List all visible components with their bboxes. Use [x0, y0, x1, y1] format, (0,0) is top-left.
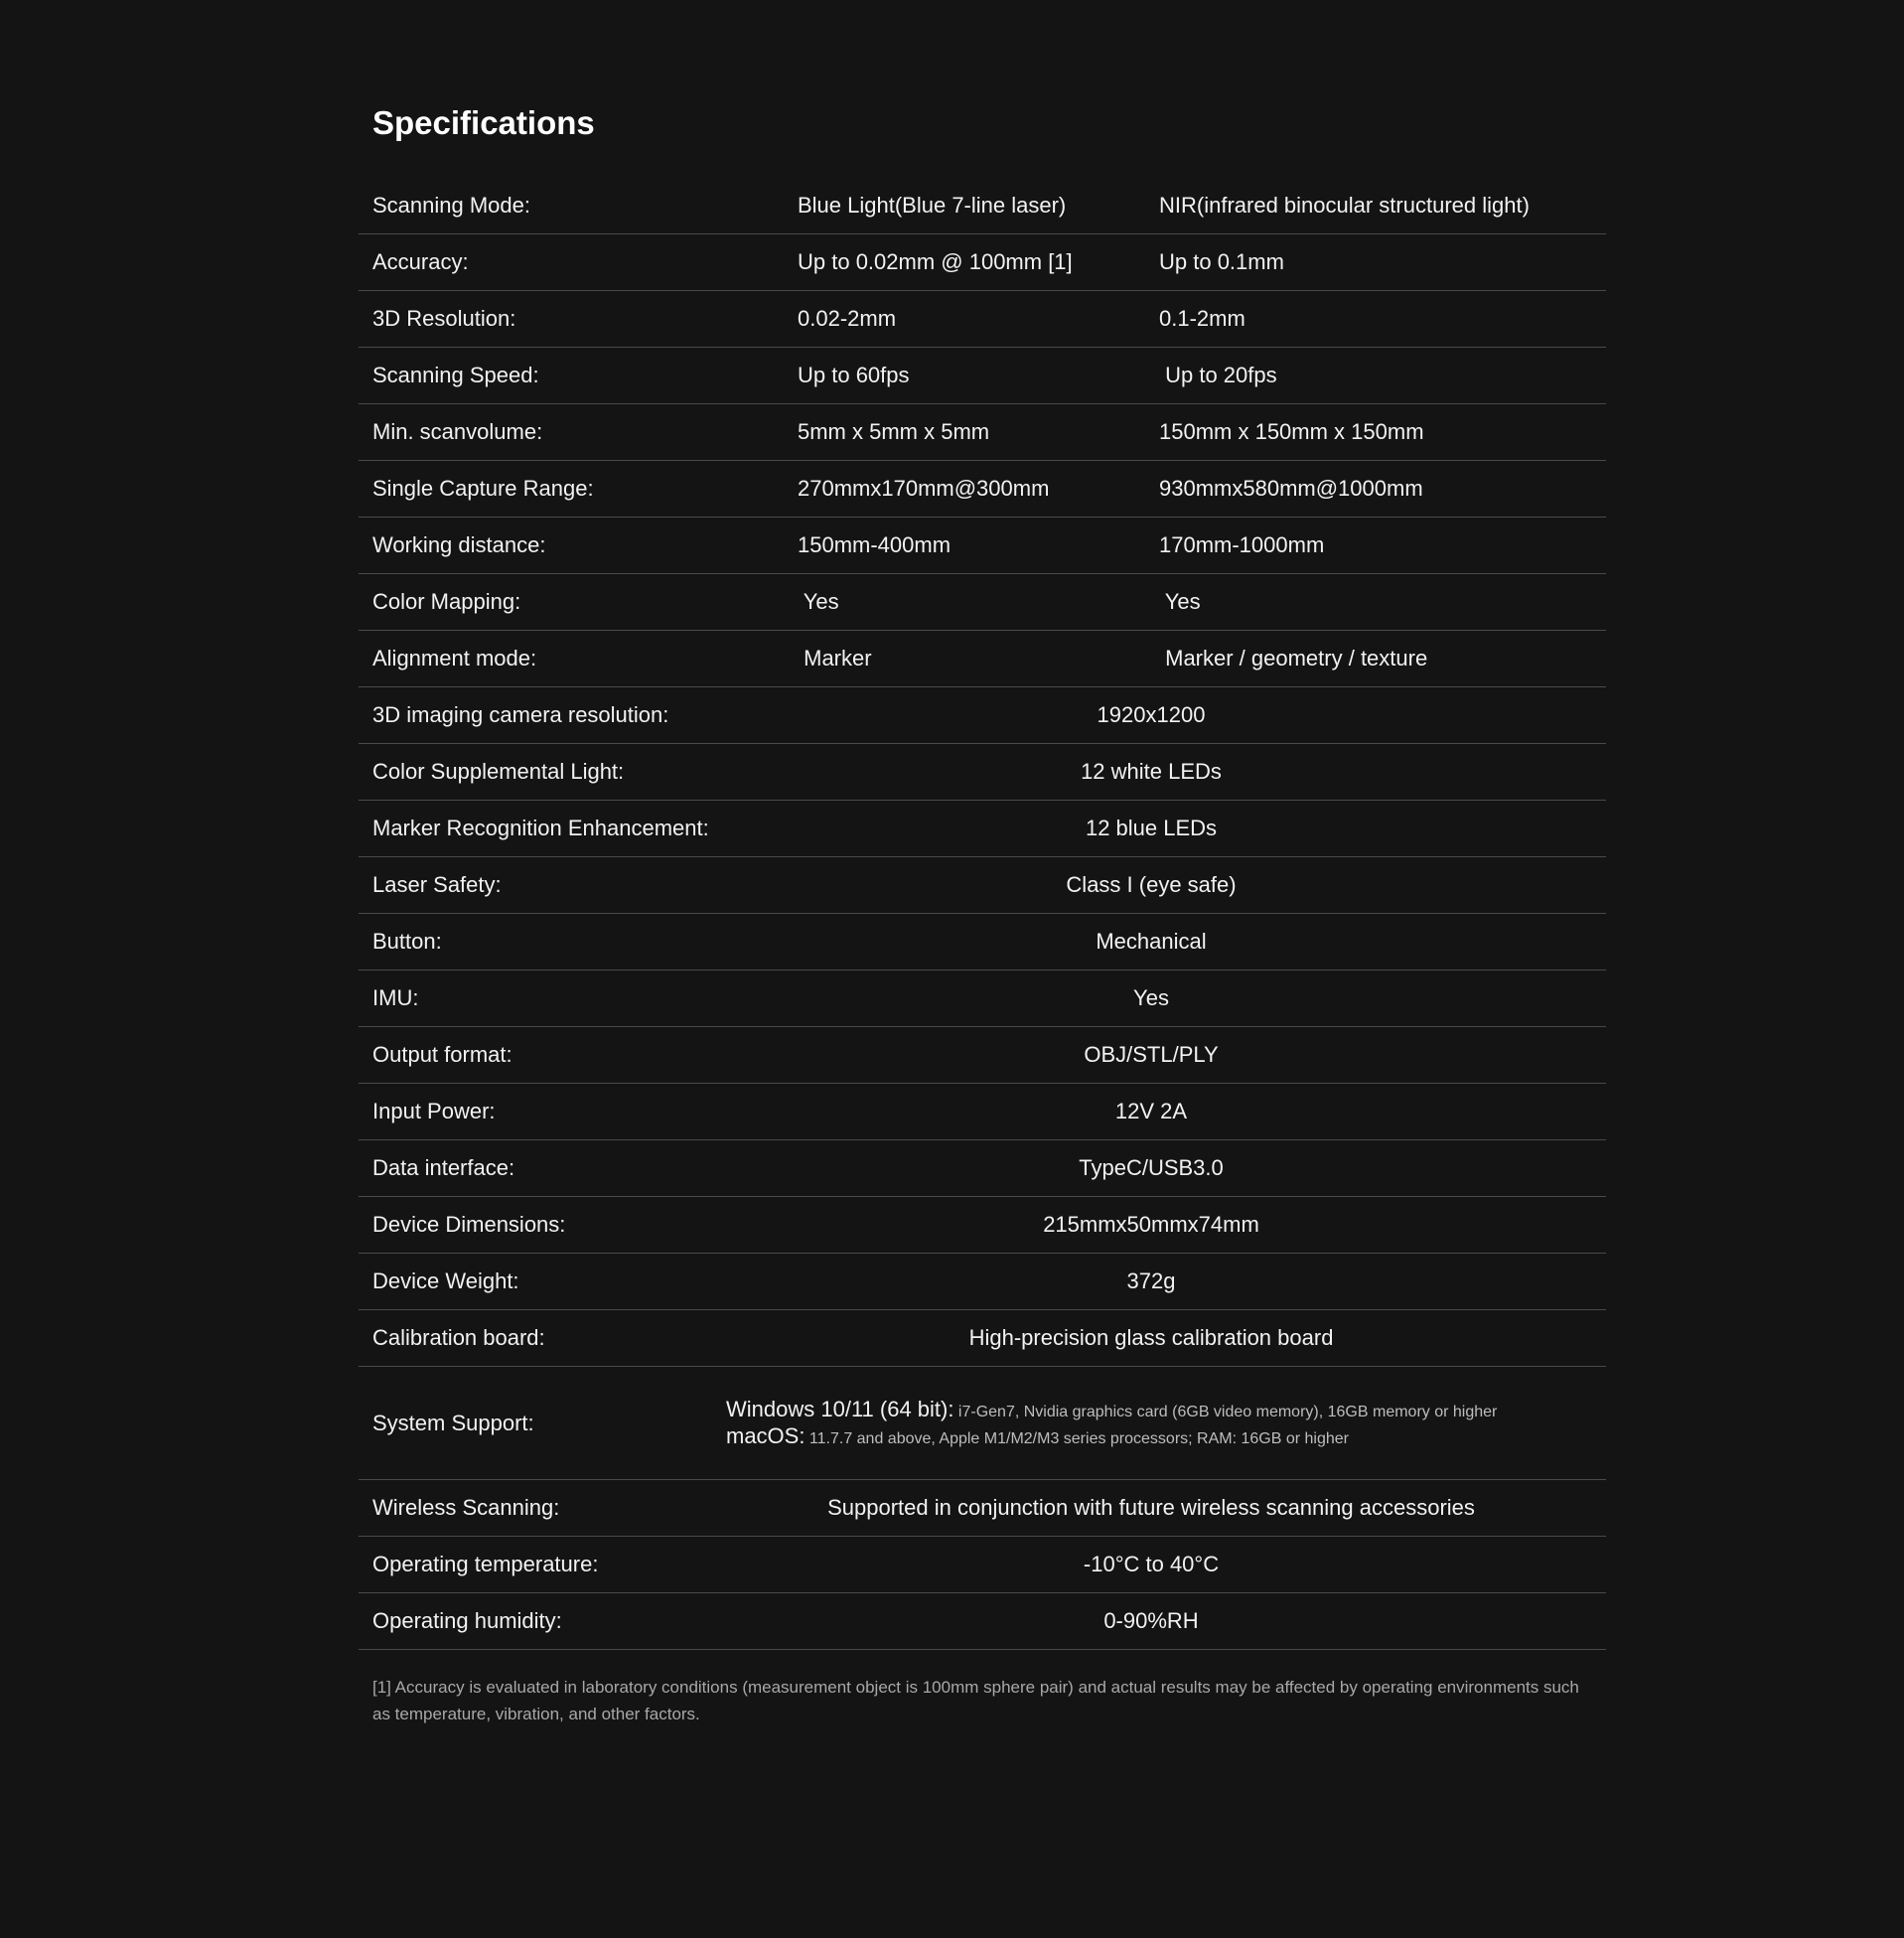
- spec-label: Single Capture Range:: [372, 476, 594, 501]
- spec-value: 215mmx50mmx74mm: [1043, 1212, 1259, 1237]
- macos-label: macOS:: [726, 1423, 806, 1448]
- spec-row-min-scanvolume: [359, 404, 1606, 461]
- spec-label: Output format:: [372, 1042, 513, 1067]
- spec-row-scanning-speed: [359, 348, 1606, 404]
- spec-value: 12 blue LEDs: [1085, 816, 1218, 840]
- spec-label: Data interface:: [372, 1155, 515, 1180]
- spec-row-calibration-board: [359, 1310, 1606, 1367]
- spec-label: Calibration board:: [372, 1325, 545, 1350]
- spec-label: Button:: [372, 929, 442, 954]
- spec-row-button: [359, 914, 1606, 970]
- spec-value-blue-light: 270mmx170mm@300mm: [798, 476, 1050, 501]
- spec-value: 1920x1200: [1097, 702, 1206, 727]
- spec-label: Device Dimensions:: [372, 1212, 566, 1237]
- windows-os-label: Windows 10/11 (64 bit):: [726, 1397, 954, 1421]
- spec-row-accuracy: [359, 234, 1606, 291]
- spec-label: Device Weight:: [372, 1268, 519, 1293]
- spec-value-nir: 170mm-1000mm: [1159, 532, 1325, 557]
- spec-value-nir: Up to 20fps: [1159, 363, 1277, 387]
- spec-label: Marker Recognition Enhancement:: [372, 816, 709, 840]
- spec-label: Operating humidity:: [372, 1608, 562, 1633]
- spec-label: Wireless Scanning:: [372, 1495, 560, 1520]
- spec-label: Scanning Speed:: [372, 363, 539, 387]
- spec-label: Scanning Mode:: [372, 193, 530, 218]
- spec-row-color-supplemental-light: [359, 744, 1606, 801]
- spec-value-blue-light: Blue Light(Blue 7-line laser): [798, 193, 1067, 218]
- spec-value-blue-light: Marker: [798, 646, 872, 671]
- spec-row-output-format: [359, 1027, 1606, 1084]
- spec-label: Min. scanvolume:: [372, 419, 543, 444]
- spec-value-nir: 0.1-2mm: [1159, 306, 1245, 331]
- spec-value: TypeC/USB3.0: [1079, 1155, 1224, 1180]
- spec-row-scanning-mode: [359, 178, 1606, 234]
- spec-value: 12V 2A: [1114, 1099, 1188, 1123]
- spec-value-nir: 930mmx580mm@1000mm: [1159, 476, 1423, 501]
- macos-requirement: [726, 1423, 1497, 1449]
- spec-value-nir: Yes: [1159, 589, 1201, 614]
- spec-row-input-power: [359, 1084, 1606, 1140]
- spec-value-nir: Marker / geometry / texture: [1159, 646, 1428, 671]
- spec-value-blue-light: Up to 0.02mm @ 100mm [1]: [798, 249, 1073, 274]
- spec-row-device-dimensions: [359, 1197, 1606, 1254]
- spec-value: -10°C to 40°C: [1083, 1552, 1220, 1576]
- spec-value: 0-90%RH: [1103, 1608, 1199, 1633]
- spec-value: Class I (eye safe): [1066, 872, 1237, 897]
- spec-row-3d-resolution: [359, 291, 1606, 348]
- spec-row-data-interface: [359, 1140, 1606, 1197]
- spec-value-blue-light: Up to 60fps: [798, 363, 910, 387]
- spec-value: High-precision glass calibration board: [968, 1325, 1334, 1350]
- spec-label: IMU:: [372, 985, 419, 1010]
- spec-label: 3D Resolution:: [372, 306, 516, 331]
- spec-value: OBJ/STL/PLY: [1084, 1042, 1219, 1067]
- spec-row-color-mapping: [359, 574, 1606, 631]
- spec-row-camera-resolution: [359, 687, 1606, 744]
- windows-requirement: [726, 1397, 1497, 1422]
- page-title: Specifications: [372, 104, 595, 141]
- spec-value: 12 white LEDs: [1081, 759, 1222, 784]
- spec-label: Accuracy:: [372, 249, 469, 274]
- spec-label: Laser Safety:: [372, 872, 502, 897]
- spec-value: Mechanical: [1096, 929, 1207, 954]
- spec-row-operating-temperature: [359, 1537, 1606, 1593]
- spec-row-operating-humidity: [359, 1593, 1606, 1650]
- spec-label: Alignment mode:: [372, 646, 537, 671]
- spec-label: Input Power:: [372, 1099, 496, 1123]
- spec-value-nir: NIR(infrared binocular structured light): [1159, 193, 1530, 218]
- spec-row-single-capture-range: [359, 461, 1606, 518]
- spec-row-alignment-mode: [359, 631, 1606, 687]
- spec-label: 3D imaging camera resolution:: [372, 702, 669, 727]
- spec-value: Yes: [1133, 985, 1169, 1010]
- spec-value-blue-light: 5mm x 5mm x 5mm: [798, 419, 990, 444]
- spec-label: Operating temperature:: [372, 1552, 599, 1576]
- system-support-value: [726, 1397, 1497, 1449]
- spec-row-wireless-scanning: [359, 1480, 1606, 1537]
- macos-req-text: 11.7.7 and above, Apple M1/M2/M3 series processors; RAM: 16GB or higher: [805, 1430, 1349, 1447]
- spec-value-nir: Up to 0.1mm: [1159, 249, 1284, 274]
- spec-row-system-support: [359, 1367, 1606, 1480]
- spec-row-laser-safety: [359, 857, 1606, 914]
- spec-value: 372g: [1126, 1268, 1176, 1293]
- spec-label: System Support:: [372, 1410, 534, 1435]
- spec-row-marker-recognition: [359, 801, 1606, 857]
- spec-value-blue-light: 150mm-400mm: [798, 532, 952, 557]
- spec-label: Color Supplemental Light:: [372, 759, 625, 784]
- spec-value: Supported in conjunction with future wireless scanning accessories: [827, 1495, 1475, 1520]
- spec-row-device-weight: [359, 1254, 1606, 1310]
- spec-label: Color Mapping:: [372, 589, 521, 614]
- spec-table: [359, 178, 1606, 1650]
- accuracy-footnote: [1] Accuracy is evaluated in laboratory conditions (measurement object is 100mm sphere pair) and actual results may be affected by operating environments such as temperature, vibration, and other factors.: [372, 1678, 1579, 1723]
- spec-row-working-distance: [359, 518, 1606, 574]
- spec-value-blue-light: 0.02-2mm: [798, 306, 897, 331]
- spec-value-blue-light: Yes: [798, 589, 839, 614]
- spec-value-nir: 150mm x 150mm x 150mm: [1159, 419, 1424, 444]
- spec-row-imu: [359, 970, 1606, 1027]
- spec-label: Working distance:: [372, 532, 546, 557]
- windows-req-text: i7-Gen7, Nvidia graphics card (6GB video memory), 16GB memory or higher: [953, 1404, 1498, 1420]
